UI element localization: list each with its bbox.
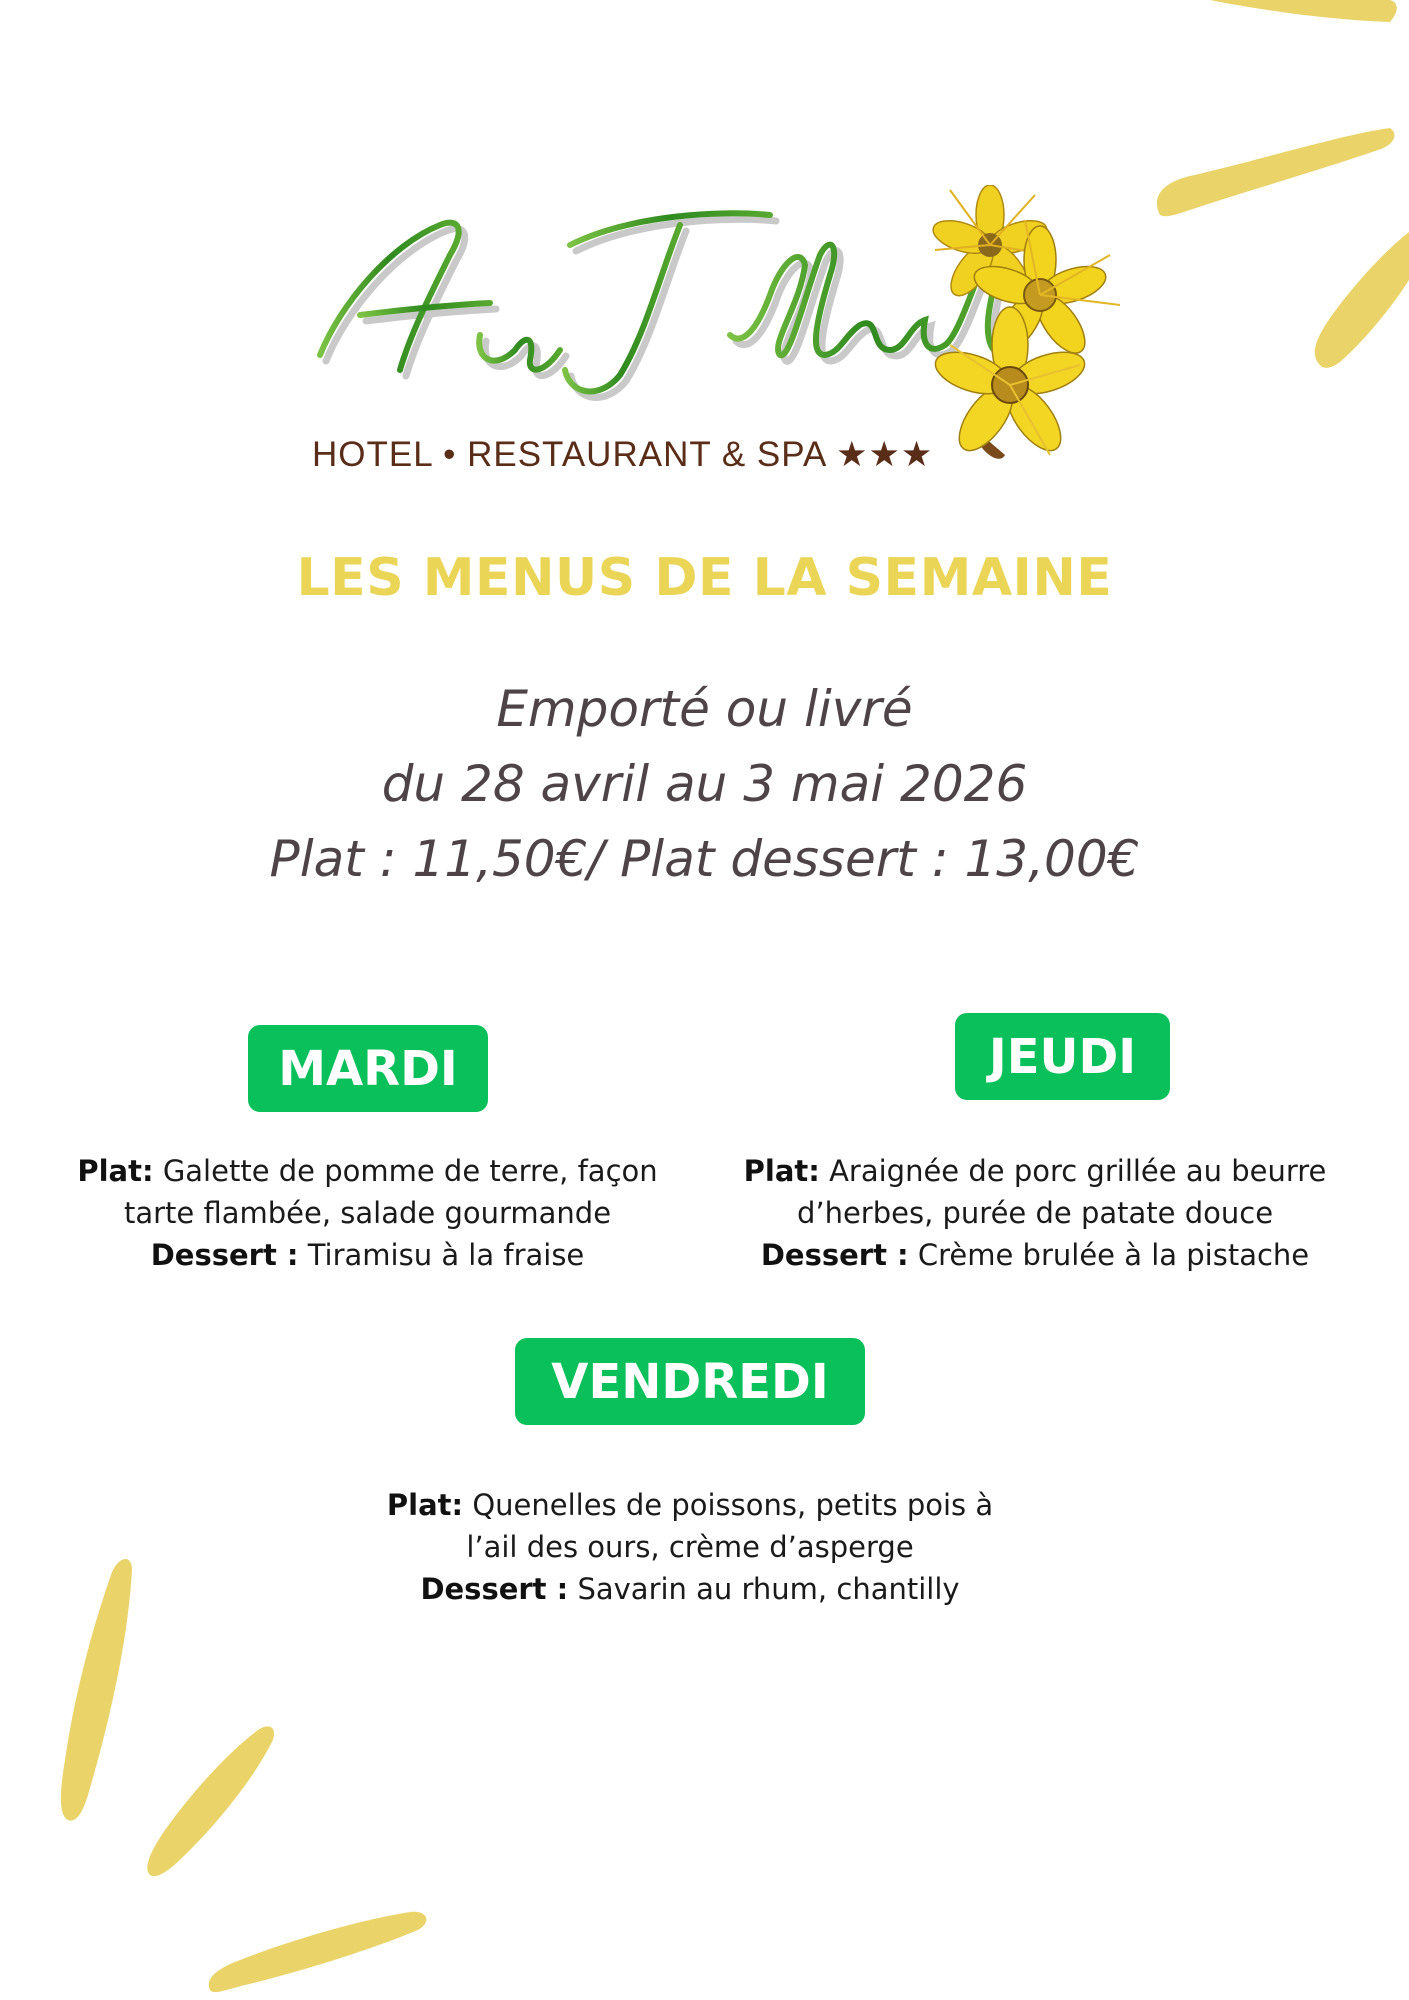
plat-text-line2: l’ail des ours, crème d’asperge [466,1530,914,1564]
dessert-text: Crème brulée à la pistache [917,1238,1310,1272]
plat-label: Plat: [386,1488,464,1522]
plat-text-line1: Araignée de porc grillée au beurre [829,1154,1327,1188]
day-badge-vendredi: VENDREDI [515,1338,865,1425]
subtitle-takeaway: Emporté ou livré [496,680,913,738]
stroke-bottom-left-3 [209,1912,427,1992]
stroke-top-right-1 [1210,0,1397,22]
menu-jeudi-plat [705,1150,1365,1192]
plat-text-line2: tarte flambée, salade gourmande [123,1196,612,1230]
menu-jeudi-dessert [705,1234,1365,1276]
dessert-label: Dessert : [150,1238,299,1272]
plat-label: Plat: [743,1154,820,1188]
stroke-top-right-2 [1157,128,1395,216]
day-badge-mardi: MARDI [248,1025,488,1112]
plat-text-line2: d’herbes, purée de patate douce [796,1196,1274,1230]
dessert-label: Dessert : [420,1572,569,1606]
linden-flower-icon [915,185,1160,475]
subtitle-prices: Plat : 11,50€/ Plat dessert : 13,00€ [269,830,1140,888]
logo-script-au-tilleul [300,185,1020,415]
menu-mardi-plat [50,1150,685,1192]
stroke-top-right-3 [1315,232,1409,368]
stroke-bottom-left-1 [61,1559,132,1821]
plat-label: Plat: [77,1154,154,1188]
plat-text-line1: Galette de pomme de terre, façon [162,1154,658,1188]
menu-mardi [50,1150,685,1276]
menu-mardi-dessert [50,1234,685,1276]
plat-text-line1: Quenelles de poissons, petits pois à [472,1488,994,1522]
day-badge-jeudi: JEUDI [955,1013,1170,1100]
logo-tagline: HOTEL • RESTAURANT & SPA ★★★ [312,435,934,474]
menu-jeudi [705,1150,1365,1276]
dessert-label: Dessert : [760,1238,909,1272]
stroke-bottom-left-2 [147,1726,274,1876]
subtitle-dates: du 28 avril au 3 mai 2026 [381,755,1028,813]
menu-vendredi-plat [340,1484,1040,1526]
page-title: LES MENUS DE LA SEMAINE [296,548,1113,608]
logo [300,185,1160,485]
dessert-text: Savarin au rhum, chantilly [577,1572,960,1606]
dessert-text: Tiramisu à la fraise [307,1238,585,1272]
menu-vendredi [340,1484,1040,1610]
menu-vendredi-dessert [340,1568,1040,1610]
